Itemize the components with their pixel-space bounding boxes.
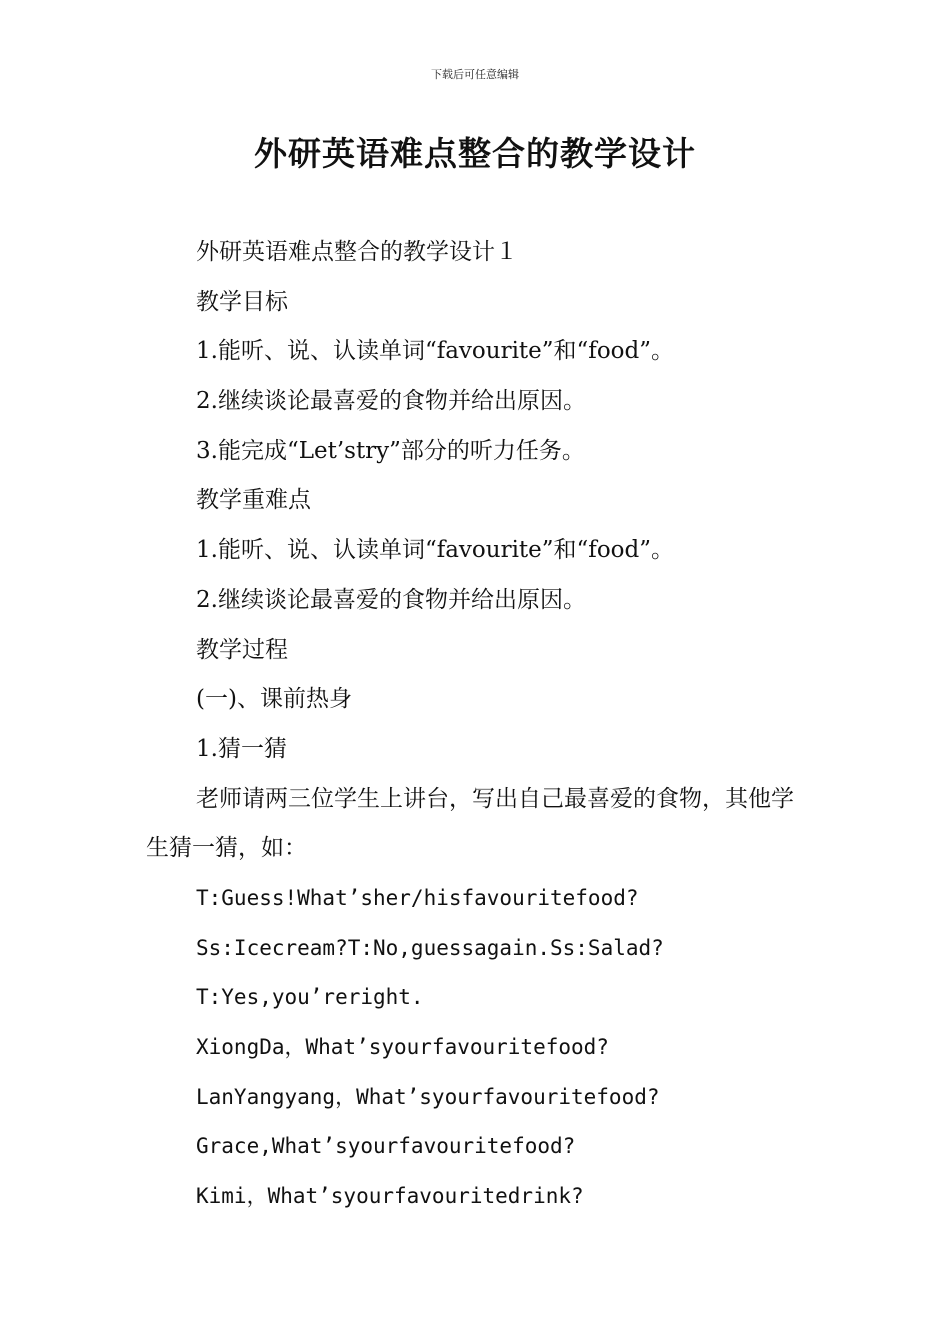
dialogue-line: LanYangyang，What’syourfavouritefood? <box>196 1084 660 1109</box>
section-heading: 外研英语难点整合的教学设计１ <box>196 239 518 265</box>
dialogue-line: Ss:Icecream?T:No,guessagain.Ss:Salad? <box>196 935 664 960</box>
paragraph: 2.继续谈论最喜爱的食物并给出原因。 <box>196 586 586 613</box>
paragraph: 1.能听、说、认读单词“favourite”和“food”。 <box>196 338 674 365</box>
paragraph: 老师请两三位学生上讲台，写出自己最喜爱的食物，其他学生猜一猜，如： <box>146 785 794 862</box>
paragraph: 1.能听、说、认读单词“favourite”和“food”。 <box>196 537 674 564</box>
dialogue-line: Grace,What’syourfavouritefood? <box>196 1134 576 1159</box>
dialogue-line: XiongDa，What’syourfavouritefood? <box>196 1035 609 1060</box>
header-note: 下载后可任意编辑 <box>431 68 519 81</box>
paragraph: 教学过程 <box>196 636 288 663</box>
paragraph: 教学重难点 <box>196 487 311 514</box>
document-title: 外研英语难点整合的教学设计 <box>254 134 696 173</box>
dialogue-line: Kimi，What’syourfavouritedrink? <box>196 1184 584 1209</box>
paragraph: 3.能完成“Let’stry”部分的听力任务。 <box>196 437 585 464</box>
paragraph: 2.继续谈论最喜爱的食物并给出原因。 <box>196 388 586 415</box>
paragraph: 教学目标 <box>196 288 288 315</box>
document-body <box>146 228 806 1222</box>
paragraph: (一)、课前热身 <box>196 686 352 713</box>
dialogue-line: T:Guess!What’sher/hisfavouritefood? <box>196 885 639 910</box>
paragraph: 1.猜一猜 <box>196 735 287 762</box>
dialogue-line: T:Yes,you’reright. <box>196 985 424 1010</box>
